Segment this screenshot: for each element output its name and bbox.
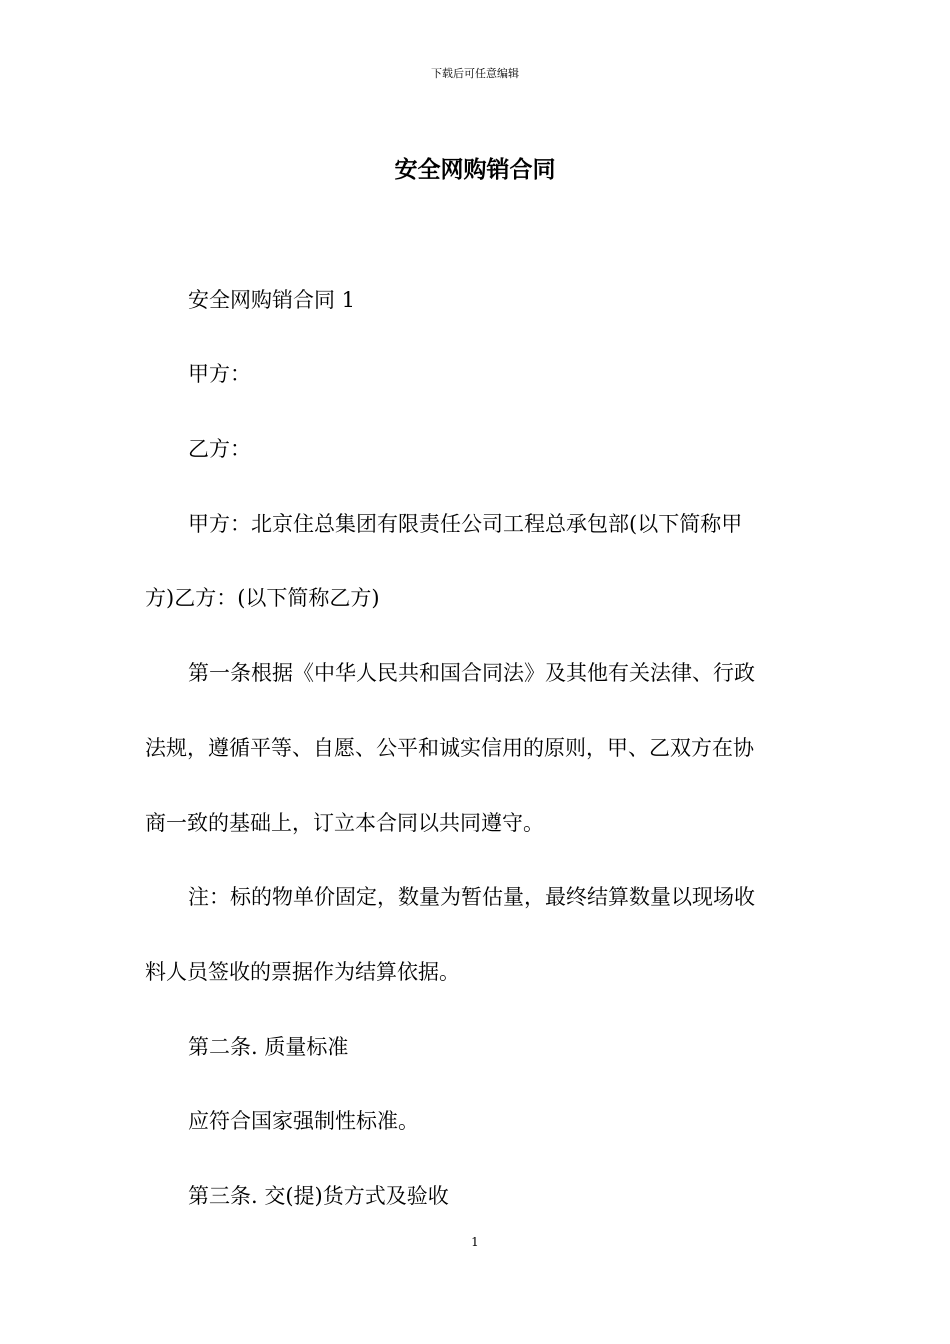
article-heading: 第二条. 质量标准 xyxy=(188,1035,349,1059)
paragraph-line: 商一致的基础上，订立本合同以共同遵守。 xyxy=(145,811,544,835)
page-header-note: 下载后可任意编辑 xyxy=(431,67,519,80)
paragraph-line: 第一条根据《中华人民共和国合同法》及其他有关法律、行政 xyxy=(188,661,755,685)
page-number: 1 xyxy=(471,1235,479,1249)
paragraph-line: 方)乙方：(以下简称乙方) xyxy=(145,586,380,610)
party-a-label: 甲方： xyxy=(188,362,251,386)
article-heading: 第三条. 交(提)货方式及验收 xyxy=(188,1184,449,1208)
paragraph-line: 料人员签收的票据作为结算依据。 xyxy=(145,960,460,984)
document-title: 安全网购销合同 xyxy=(394,156,556,183)
paragraph-line: 甲方：北京住总集团有限责任公司工程总承包部(以下简称甲 xyxy=(188,512,743,536)
paragraph-line: 注：标的物单价固定，数量为暂估量，最终结算数量以现场收 xyxy=(188,885,755,909)
section-heading: 安全网购销合同 1 xyxy=(188,288,356,312)
paragraph-line: 法规，遵循平等、自愿、公平和诚实信用的原则，甲、乙双方在协 xyxy=(145,736,754,760)
paragraph-line: 应符合国家强制性标准。 xyxy=(188,1109,419,1133)
party-b-label: 乙方： xyxy=(188,437,251,461)
